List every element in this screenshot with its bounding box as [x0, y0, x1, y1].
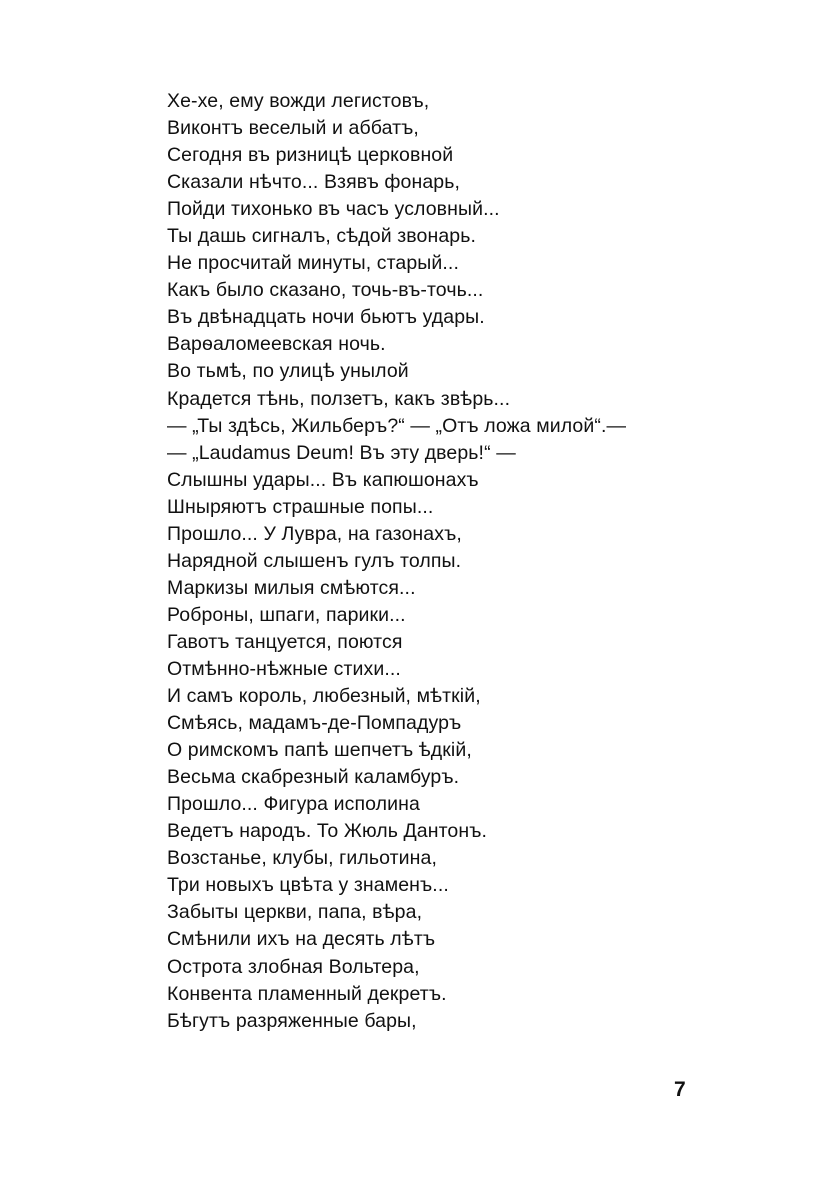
poem-line: Прошло... Фигура исполина [167, 793, 420, 816]
poem-line: Слышны удары... Въ капюшонахъ [167, 468, 479, 491]
poem-line: Три новыхъ цвѣта у знаменъ... [167, 874, 449, 897]
poem-line: Маркизы милыя смѣются... [167, 576, 416, 599]
poem-line: Варѳаломеевская ночь. [167, 333, 386, 356]
poem-line: Не просчитай минуты, старый... [167, 252, 459, 275]
poem-line: Шныряютъ страшные попы... [167, 495, 434, 518]
poem-line: — „Laudamus Deum! Въ эту дверь!“ — [167, 441, 516, 464]
poem-line: Какъ было сказано, точь-въ-точь... [167, 279, 484, 302]
poem-line: Бѣгутъ разряженные бары, [167, 1009, 417, 1032]
poem-line: Острота злобная Вольтера, [167, 955, 420, 978]
poem-line: Роброны, шпаги, парики... [167, 603, 406, 626]
poem-line: Виконтъ веселый и аббатъ, [167, 117, 419, 140]
poem-line: Смѣнили ихъ на десять лѣтъ [167, 928, 436, 951]
poem-line: Весьма скабрезный каламбуръ. [167, 766, 460, 789]
poem-line: Конвента пламенный декретъ. [167, 982, 447, 1005]
poem-line: О римскомъ папѣ шепчетъ ѣдкій, [167, 739, 472, 762]
poem-line: Въ двѣнадцать ночи бьютъ удары. [167, 306, 485, 329]
poem-line: И самъ король, любезный, мѣткій, [167, 685, 481, 708]
poem-line: Смѣясь, мадамъ-де-Помпадуръ [167, 712, 462, 735]
poem-line: Забыты церкви, папа, вѣра, [167, 901, 423, 924]
poem-line: Пойди тихонько въ часъ условный... [167, 198, 500, 221]
poem-line: — „Ты здѣсь, Жильберъ?“ — „Отъ ложа милой“.— [167, 414, 627, 437]
page-number: 7 [674, 1078, 686, 1101]
poem-line: Гавотъ танцуется, поются [167, 630, 403, 653]
poem-text [167, 88, 626, 1035]
poem-line: Сегодня въ ризницѣ церковной [167, 144, 454, 167]
poem-line: Хе-хе, ему вожди легистовъ, [167, 90, 430, 112]
poem-line: Ведетъ народъ. То Жюль Дантонъ. [167, 820, 488, 843]
poem-line: Сказали нѣчто... Взявъ фонарь, [167, 171, 460, 194]
poem-line: Нарядной слышенъ гулъ толпы. [167, 549, 462, 572]
poem-line: Отмѣнно-нѣжные стихи... [167, 657, 401, 680]
poem-line: Ты дашь сигналъ, сѣдой звонарь. [167, 225, 476, 248]
poem-line: Возстанье, клубы, гильотина, [167, 847, 438, 870]
poem-line: Прошло... У Лувра, на газонахъ, [167, 522, 462, 545]
poem-line: Крадется тѣнь, ползетъ, какъ звѣрь... [167, 387, 511, 410]
poem-line: Во тьмѣ, по улицѣ унылой [167, 360, 409, 383]
